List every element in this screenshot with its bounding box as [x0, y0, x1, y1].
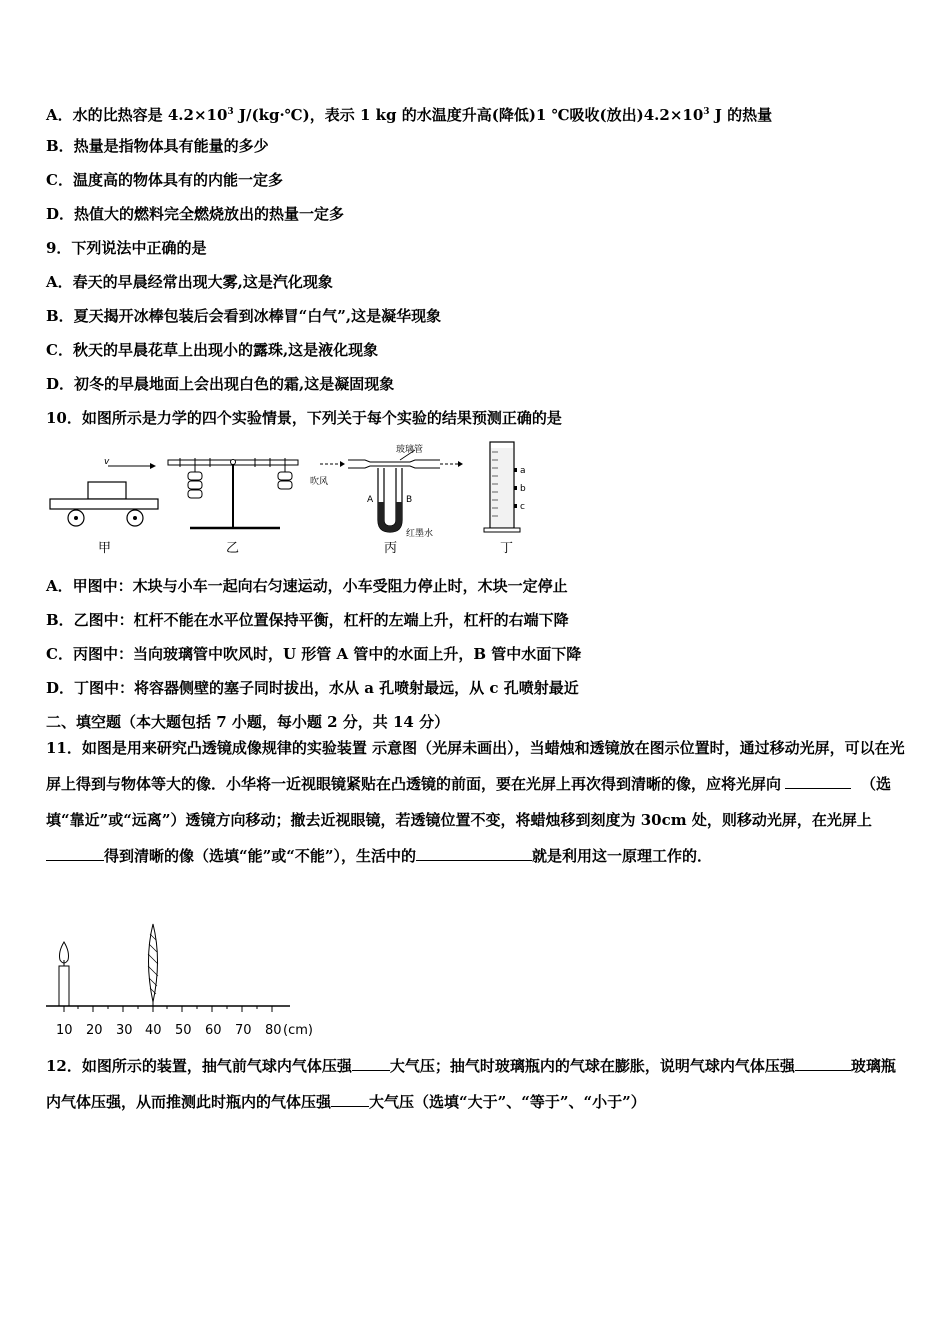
- q9-option-a: A．春天的早晨经常出现大雾,这是汽化现象: [46, 273, 333, 291]
- wooden-block: [88, 482, 126, 499]
- q10-figure: [40, 440, 540, 565]
- q8-option-d: D．热值大的燃料完全燃烧放出的热量一定多: [46, 205, 345, 223]
- q9-option-c: C．秋天的早晨花草上出现小的露珠,这是液化现象: [46, 341, 379, 359]
- velocity-label: v: [104, 457, 110, 467]
- tick-40: 40: [145, 1023, 162, 1038]
- tube-a-label: A: [367, 495, 374, 505]
- q10-option-c: C．丙图中：当向玻璃管中吹风时，U 形管 A 管中的水面上升，B 管中水面下降: [46, 645, 582, 663]
- red-water-label: 红墨水: [406, 529, 434, 539]
- answer-blank-2[interactable]: [46, 846, 104, 861]
- answer-blank-3[interactable]: [416, 846, 532, 861]
- q9-option-d: D．初冬的早晨地面上会出现白色的霜,这是凝固现象: [46, 375, 395, 393]
- answer-blank-4[interactable]: [352, 1056, 390, 1071]
- q8-option-b: B．热量是指物体具有能量的多少: [46, 137, 269, 155]
- convex-lens: [148, 924, 158, 1006]
- q11-optical-bench-figure: [40, 920, 340, 1040]
- figure-bing-u-tube: [310, 443, 463, 556]
- tick-80: 80: [265, 1023, 282, 1038]
- hole-c-label: c: [520, 502, 525, 512]
- q8-option-a: A．水的比热容是 $4.2\times 10^3$ J/(kg·℃)，表示 1 kg 的水温度升高(降低)1 ℃吸收(放出)$4.2\times 10^3$ J 的热量: [46, 106, 773, 124]
- ruler-unit: (cm): [283, 1023, 313, 1038]
- caption-bing: 丙: [384, 541, 398, 556]
- q9-stem: 9．下列说法中正确的是: [46, 239, 207, 257]
- tick-50: 50: [175, 1023, 192, 1038]
- tube-b-label: B: [406, 495, 413, 505]
- tick-10: 10: [56, 1023, 73, 1038]
- answer-blank-5[interactable]: [795, 1056, 851, 1071]
- tick-70: 70: [235, 1023, 252, 1038]
- blow-label: 吹风: [310, 477, 329, 487]
- hole-a-label: a: [520, 466, 526, 476]
- answer-blank-1[interactable]: [785, 774, 851, 789]
- q10-option-a: A．甲图中：木块与小车一起向右匀速运动，小车受阻力停止时，木块一定停止: [46, 577, 568, 595]
- ruler: [46, 1006, 313, 1038]
- caption-yi: 乙: [226, 541, 240, 556]
- hole-b-label: b: [520, 484, 526, 494]
- tick-30: 30: [116, 1023, 133, 1038]
- figure-ding-cylinder: [484, 442, 526, 556]
- caption-jia: 甲: [98, 541, 112, 556]
- q9-option-b: B．夏天揭开冰棒包装后会看到冰棒冒“白气”,这是凝华现象: [46, 307, 442, 325]
- tick-60: 60: [205, 1023, 222, 1038]
- caption-ding: 丁: [500, 541, 514, 556]
- figure-jia-cart: [50, 457, 158, 556]
- q11-text: 11．如图是用来研究凸透镜成像规律的实验装置 示意图（光屏未画出），当蜡烛和透镜放在图示位置时，通过移动光屏，可以在光屏上得到与物体等大的像．小华将一近视眼镜紧贴在凸透镜的前面，要在光屏上再次得到清晰的像，应将光屏向 （选填“靠近”或“远离”）透镜方向移动；撤去近视眼镜，若透镜位置不变，将蜡烛移到刻度为 30cm 处，则移动光屏，在光屏上得到清晰的像（选填“能”或“不能”），生活中的 就是利用这一原理工作的．: [46, 739, 905, 865]
- figure-yi-lever: [168, 458, 298, 556]
- tick-20: 20: [86, 1023, 103, 1038]
- candle: [59, 942, 69, 1006]
- glass-tube-label: 玻璃管: [396, 445, 424, 455]
- q10-stem: 10．如图所示是力学的四个实验情景，下列关于每个实验的结果预测正确的是: [46, 409, 562, 427]
- cart-body: [50, 499, 158, 509]
- section-title: 二、填空题（本大题包括 7 小题，每小题 2 分，共 14 分）: [46, 713, 450, 731]
- answer-blank-6[interactable]: [331, 1092, 369, 1107]
- q10-option-b: B．乙图中：杠杆不能在水平位置保持平衡，杠杆的左端上升，杠杆的右端下降: [46, 611, 569, 629]
- q8-option-c: C．温度高的物体具有的内能一定多: [46, 171, 283, 189]
- q10-option-d: D．丁图中：将容器侧壁的塞子同时拔出，水从 a 孔喷射最远，从 c 孔喷射最近: [46, 679, 579, 697]
- q12-text: 12．如图所示的装置，抽气前气球内气体压强 大气压；抽气时玻璃瓶内的气球在膨胀，说明气球内气体压强 玻璃瓶内气体压强，从而推测此时瓶内的气体压强 大气压（选填“大于”、“等于”、“小于”）: [46, 1057, 896, 1111]
